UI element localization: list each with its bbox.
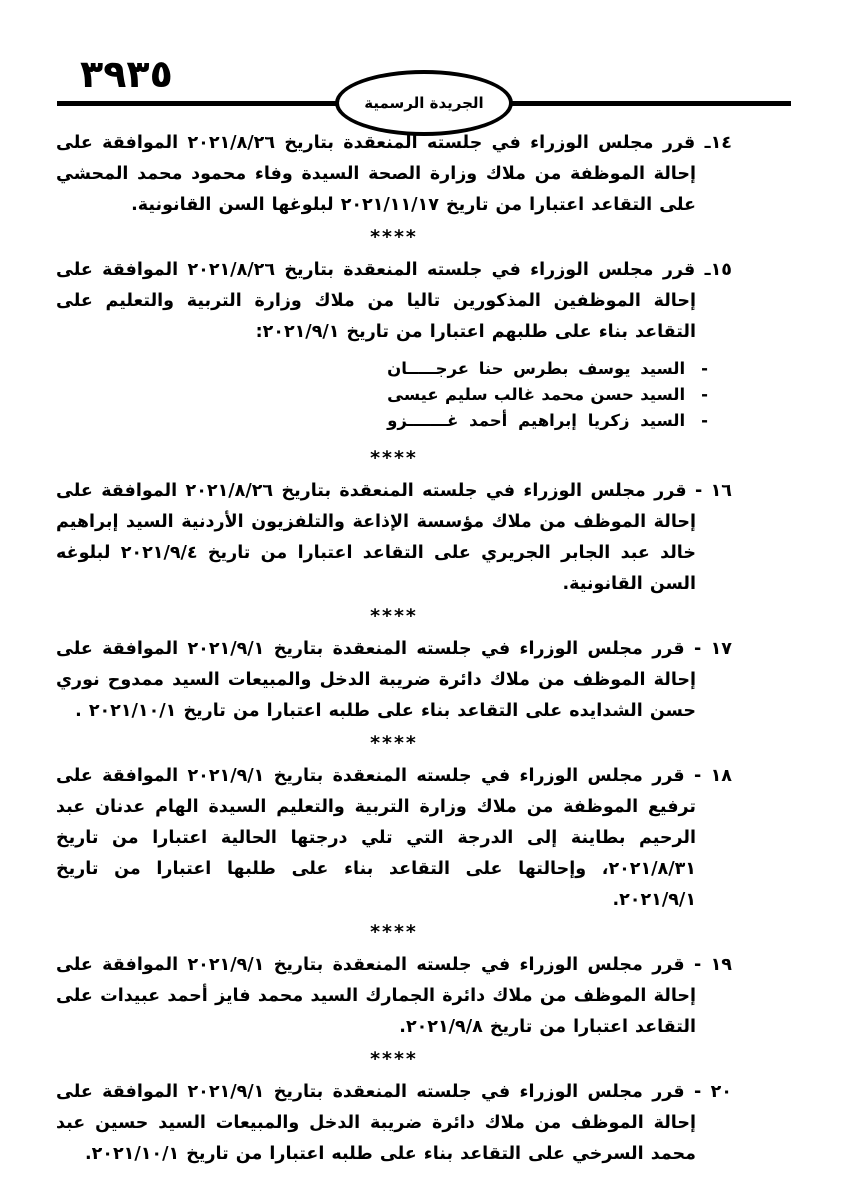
retiree-name: السيد حسن محمد غالب سليم عيسى — [387, 385, 686, 404]
item-number: ١٦ - — [694, 481, 732, 501]
item-text: قرر مجلس الوزراء في جلسته المنعقدة بتاريخ ٢٠٢١/٨/٢٦ الموافقة على إحالة الموظفين المذكورين تاليا من ملاك وزارة التربية والتعليم على التقاعد بناء على طلبهم اعتبارا من تاريخ ٢٠٢١/٩/١: — [56, 260, 705, 342]
decision-paragraph — [56, 128, 732, 221]
item-text: قرر مجلس الوزراء في جلسته المنعقدة بتاريخ ٢٠٢١/٩/١ الموافقة على إحالة الموظف من ملاك دائرة ضريبة الدخل والمبيعات السيد ممدوح نوري حسن الشدايده على التقاعد بناء على طلبه اعتبارا من تاريخ ٢٠٢١/١٠/١ . — [56, 639, 696, 721]
name-row — [56, 408, 708, 434]
decision-item — [56, 1077, 732, 1170]
decision-paragraph — [56, 634, 732, 727]
dash-bullet: - — [701, 411, 708, 430]
stars-separator: **** — [370, 447, 418, 469]
decisions-list — [56, 128, 732, 1174]
item-text: قرر مجلس الوزراء في جلسته المنعقدة بتاريخ ٢٠٢١/٩/١ الموافقة على إحالة الموظف من ملاك دائرة الجمارك السيد محمد فايز أحمد عبيدات على التقاعد اعتبارا من تاريخ ٢٠٢١/٩/٨. — [56, 955, 696, 1037]
page-number: ٣٩٣٥ — [80, 52, 173, 96]
item-number: ١٨ - — [694, 766, 732, 786]
decision-paragraph — [56, 476, 732, 600]
decision-paragraph — [56, 255, 732, 348]
retiree-name: السيد زكريا إبراهيم أحمد غـــــــزو — [387, 411, 686, 430]
decision-item — [56, 255, 732, 434]
decision-item — [56, 128, 732, 221]
stars-separator: **** — [370, 921, 418, 943]
gazette-title-badge — [335, 70, 513, 136]
dash-bullet: - — [701, 359, 708, 378]
decision-item — [56, 634, 732, 727]
stars-separator: **** — [370, 1048, 418, 1070]
item-number: ٢٠ - — [694, 1082, 732, 1102]
gazette-title: الجريدة الرسمية — [364, 94, 484, 112]
item-number: ١٩ - — [694, 955, 732, 975]
item-number: ١٤ـ — [704, 133, 732, 153]
decision-paragraph — [56, 1077, 732, 1170]
dash-bullet: - — [701, 385, 708, 404]
retiree-name: السيد يوسف بطرس حنا عرجـــــان — [387, 359, 686, 378]
decision-item — [56, 950, 732, 1043]
name-row — [56, 382, 708, 408]
stars-separator: **** — [370, 226, 418, 248]
item-number: ١٥ـ — [704, 260, 732, 280]
item-text: قرر مجلس الوزراء في جلسته المنعقدة بتاريخ ٢٠٢١/٩/١ الموافقة على ترفيع الموظفة من ملاك وزارة التربية والتعليم السيدة الهام عدنان عبد الرحيم بطاينة إلى الدرجة التي تلي درجتها الحالية اعتبارا من تاريخ ٢٠٢١/٨/٣١، وإحالتها على التقاعد بناء على طلبها اعتبارا من تاريخ ٢٠٢١/٩/١. — [56, 766, 696, 910]
stars-separator: **** — [370, 605, 418, 627]
stars-separator: **** — [370, 732, 418, 754]
item-text: قرر مجلس الوزراء في جلسته المنعقدة بتاريخ ٢٠٢١/٨/٢٦ الموافقة على إحالة الموظفة من ملاك وزارة الصحة السيدة وفاء محمود محمد المحشي على التقاعد اعتبارا من تاريخ ٢٠٢١/١١/١٧ لبلوغها السن القانونية. — [56, 133, 705, 215]
item-text: قرر مجلس الوزراء في جلسته المنعقدة بتاريخ ٢٠٢١/٨/٢٦ الموافقة على إحالة الموظف من ملاك مؤسسة الإذاعة والتلفزيون الأردنية السيد إبراهيم خالد عبد الجابر الجريري على التقاعد اعتبارا من تاريخ ٢٠٢١/٩/٤ لبلوغه السن القانونية. — [56, 481, 696, 594]
header-rule-wrap — [57, 74, 791, 134]
decision-item — [56, 761, 732, 916]
names-list — [56, 356, 708, 434]
item-number: ١٧ - — [694, 639, 732, 659]
decision-paragraph — [56, 761, 732, 916]
item-text: قرر مجلس الوزراء في جلسته المنعقدة بتاريخ ٢٠٢١/٩/١ الموافقة على إحالة الموظف من ملاك دائرة ضريبة الدخل والمبيعات السيد حسين عبد محمد السرخي على التقاعد بناء على طلبه اعتبارا من تاريخ ٢٠٢١/١٠/١. — [56, 1082, 696, 1164]
name-row — [56, 356, 708, 382]
decision-paragraph — [56, 950, 732, 1043]
decision-item — [56, 476, 732, 600]
